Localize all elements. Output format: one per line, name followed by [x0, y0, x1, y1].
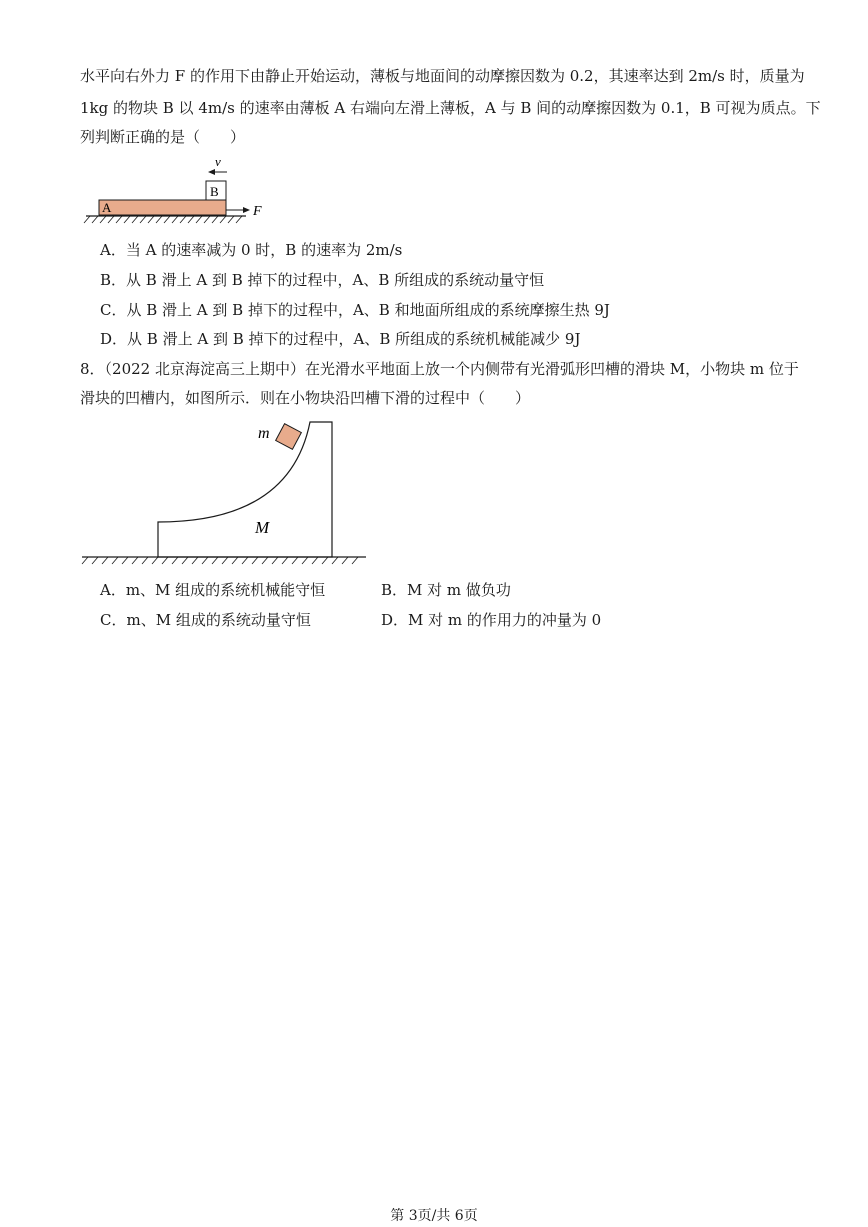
- page-number: 第 3页/共 6页: [390, 1208, 478, 1224]
- q7-stem-line-2: 1kg 的物块 B 以 4m/s 的速率由薄板 A 右端向左滑上薄板，A 与 B 间的动摩擦因数为 0.1，B 可视为质点。下: [80, 99, 821, 117]
- q7-option-a: A．当 A 的速率减为 0 时，B 的速率为 2m/s: [100, 241, 403, 259]
- q7-label-f: F: [253, 204, 262, 219]
- q8-figure-curved-slider: [78, 412, 378, 572]
- q8-option-a: A．m、M 组成的系统机械能守恒: [100, 581, 326, 599]
- q8-stem-line-2: 滑块的凹槽内，如图所示．则在小物块沿凹槽下滑的过程中（ ）: [80, 389, 531, 407]
- q7-option-c: C．从 B 滑上 A 到 B 掉下的过程中，A、B 和地面所组成的系统摩擦生热 9J: [100, 301, 610, 319]
- q7-figure-board-block: [82, 152, 282, 232]
- q7-stem-line-1: 水平向右外力 F 的作用下由静止开始运动，薄板与地面间的动摩擦因数为 0.2，其速率达到 2m/s 时，质量为: [80, 67, 805, 85]
- q7-board-a: [99, 200, 226, 215]
- q7-stem-line-3: 列判断正确的是（ ）: [80, 128, 246, 146]
- q7-ground-hatch: [84, 216, 242, 223]
- q7-label-b: B: [210, 184, 219, 199]
- q8-ground-hatch: [82, 557, 358, 564]
- q8-option-c: C．m、M 组成的系统动量守恒: [100, 611, 311, 629]
- q7-label-v: v: [215, 154, 221, 169]
- q8-option-d: D．M 对 m 的作用力的冲量为 0: [381, 611, 602, 629]
- q8-block-m: [276, 424, 302, 450]
- q8-option-b: B．M 对 m 做负功: [381, 581, 511, 599]
- q8-stem-line-1: 8．（2022 北京海淀高三上期中）在光滑水平地面上放一个内侧带有光滑弧形凹槽的滑块 M，小物块 m 位于: [80, 360, 799, 378]
- q7-option-b: B．从 B 滑上 A 到 B 掉下的过程中，A、B 所组成的系统动量守恒: [100, 271, 545, 289]
- q8-label-M: M: [255, 518, 270, 537]
- q7-option-d: D．从 B 滑上 A 到 B 掉下的过程中，A、B 所组成的系统机械能减少 9J: [100, 330, 581, 348]
- q8-label-m: m: [258, 425, 270, 442]
- q8-slider-m: [158, 422, 332, 557]
- q7-label-a: A: [102, 200, 112, 215]
